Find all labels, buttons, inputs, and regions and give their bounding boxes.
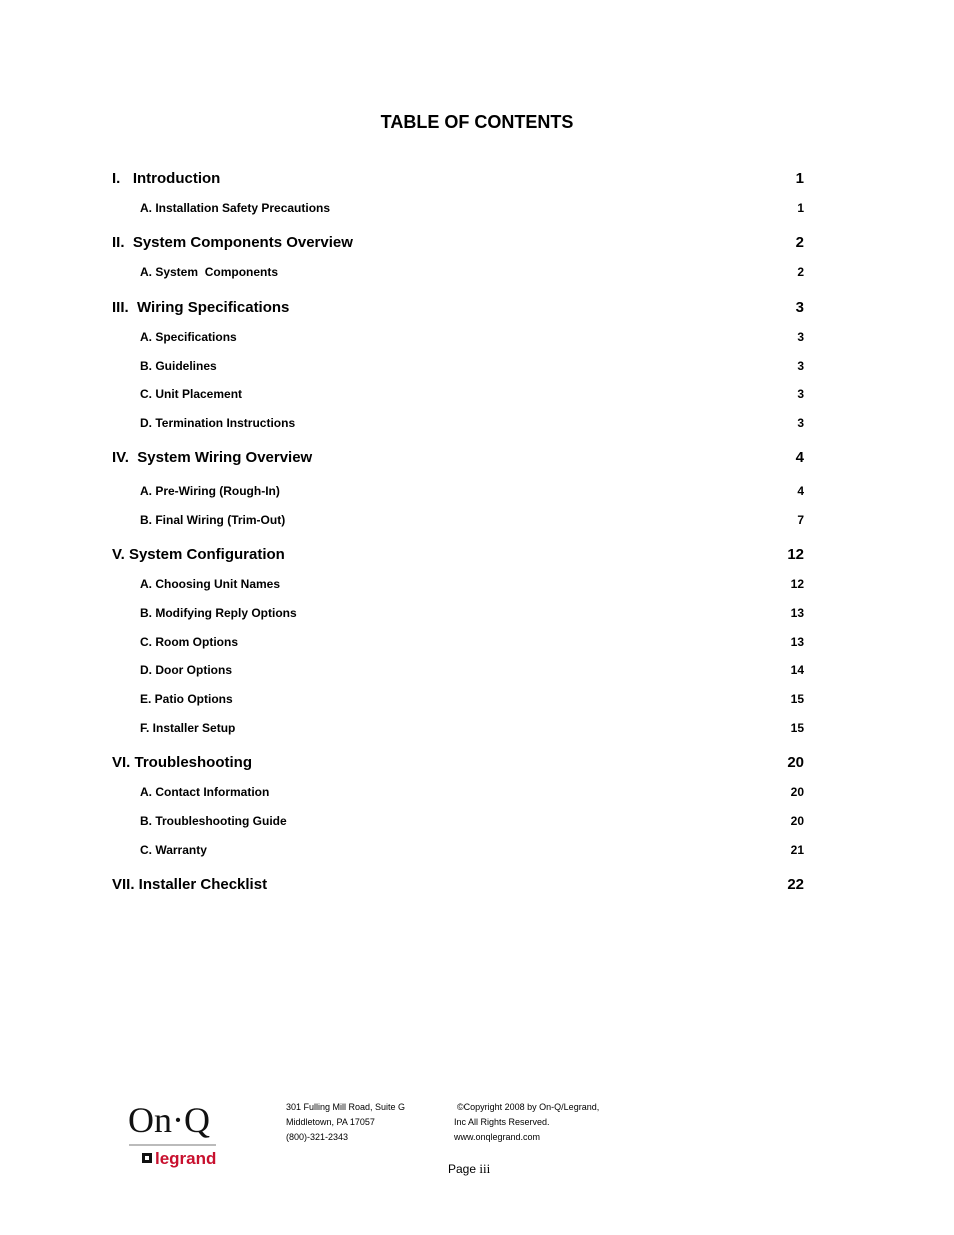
footer-copyright [454,1100,599,1145]
toc-page-number: 1 [797,201,804,215]
phone-number: (800)-321-2343 [286,1132,349,1142]
footer-address [286,1100,405,1145]
toc-label: IV. System Wiring Overview [112,449,313,466]
toc-label: A. Choosing Unit Names [140,577,281,591]
toc-page-number: 22 [787,876,804,893]
page-number [448,1161,490,1177]
toc-label: VII. Installer Checklist [112,876,268,893]
toc-label: C. Unit Placement [140,387,243,401]
toc-label: C. Room Options [140,635,238,649]
toc-item-patio-options[interactable] [112,692,804,712]
toc-label: E. Patio Options [140,692,233,706]
toc-page-number: 20 [790,814,804,828]
toc-label: D. Termination Instructions [140,416,296,430]
toc-page-number: 12 [787,546,804,563]
toc-label: A. Specifications [140,330,237,344]
toc-section-troubleshooting[interactable] [112,754,804,774]
toc-page-number: 2 [795,234,804,251]
toc-page-number: 20 [787,754,804,771]
toc-page-number: 15 [790,692,804,706]
toc-page-number: 20 [790,785,804,799]
toc-item-installation-safety[interactable] [112,201,804,221]
toc-page-number: 21 [790,843,804,857]
toc-page-number: 13 [790,606,804,620]
toc-page-number: 15 [790,721,804,735]
page-number-value: iii [479,1161,491,1176]
toc-item-installer-setup[interactable] [112,721,804,741]
toc-label: III. Wiring Specifications [112,299,290,316]
toc-item-specifications[interactable] [112,330,804,350]
website-link[interactable]: www.onqlegrand.com [454,1132,541,1142]
toc-label: V. System Configuration [112,546,285,563]
toc-page-number: 3 [797,359,804,373]
toc-label: B. Troubleshooting Guide [140,814,287,828]
toc-page-number: 3 [797,416,804,430]
toc-label: I. Introduction [112,170,221,187]
toc-page-number: 4 [797,484,804,498]
toc-item-final-wiring[interactable] [112,513,804,533]
toc-item-door-options[interactable] [112,663,804,683]
toc-item-contact-information[interactable] [112,785,804,805]
toc-label: B. Final Wiring (Trim-Out) [140,513,286,527]
toc-label: C. Warranty [140,843,207,857]
toc-label: II. System Components Overview [112,234,353,251]
toc-section-wiring-specifications[interactable] [112,299,804,319]
toc-item-system-components[interactable] [112,265,804,285]
toc-page-number: 3 [795,299,804,316]
toc-page-number: 3 [797,387,804,401]
copyright-line: ©Copyright 2008 by On-Q/Legrand, [457,1102,600,1112]
address-line: Middletown, PA 17057 [286,1117,375,1127]
toc-page-number: 13 [790,635,804,649]
toc-page-number: 14 [790,663,804,677]
toc-page-number: 12 [790,577,804,591]
toc-item-room-options[interactable] [112,635,804,655]
toc-page-number: 2 [797,265,804,279]
toc-label: A. Installation Safety Precautions [140,201,331,215]
page-title: TABLE OF CONTENTS [380,112,574,132]
toc-label: B. Modifying Reply Options [140,606,297,620]
toc-label: D. Door Options [140,663,232,677]
page-prefix: Page [448,1162,477,1176]
toc-section-system-wiring[interactable] [112,449,804,469]
toc-item-guidelines[interactable] [112,359,804,379]
toc-item-termination-instructions[interactable] [112,416,804,436]
onq-wordmark: On·Q [128,1100,210,1140]
toc-item-troubleshooting-guide[interactable] [112,814,804,834]
toc-label: F. Installer Setup [140,721,236,735]
toc-page-number: 7 [797,513,804,527]
toc-item-choosing-unit-names[interactable] [112,577,804,597]
toc-item-pre-wiring[interactable] [112,484,804,504]
toc-page-number: 1 [795,170,804,187]
legrand-wordmark: legrand [155,1149,217,1168]
toc-page-number: 4 [795,449,804,466]
onq-legrand-logo [126,1098,226,1174]
copyright-line: Inc All Rights Reserved. [454,1117,550,1127]
toc-item-warranty[interactable] [112,843,804,863]
toc-label: A. System Components [140,265,279,279]
toc-section-introduction[interactable] [112,170,804,190]
toc-label: VI. Troubleshooting [112,754,252,771]
toc-section-system-configuration[interactable] [112,546,804,566]
toc-page-number: 3 [797,330,804,344]
toc-item-unit-placement[interactable] [112,387,804,407]
toc-label: A. Contact Information [140,785,270,799]
address-line: 301 Fulling Mill Road, Suite G [286,1102,406,1112]
toc-label: B. Guidelines [140,359,217,373]
toc-item-modifying-reply-options[interactable] [112,606,804,626]
toc-section-system-components[interactable] [112,234,804,254]
toc-label: A. Pre-Wiring (Rough-In) [140,484,280,498]
toc-section-installer-checklist[interactable] [112,876,804,896]
